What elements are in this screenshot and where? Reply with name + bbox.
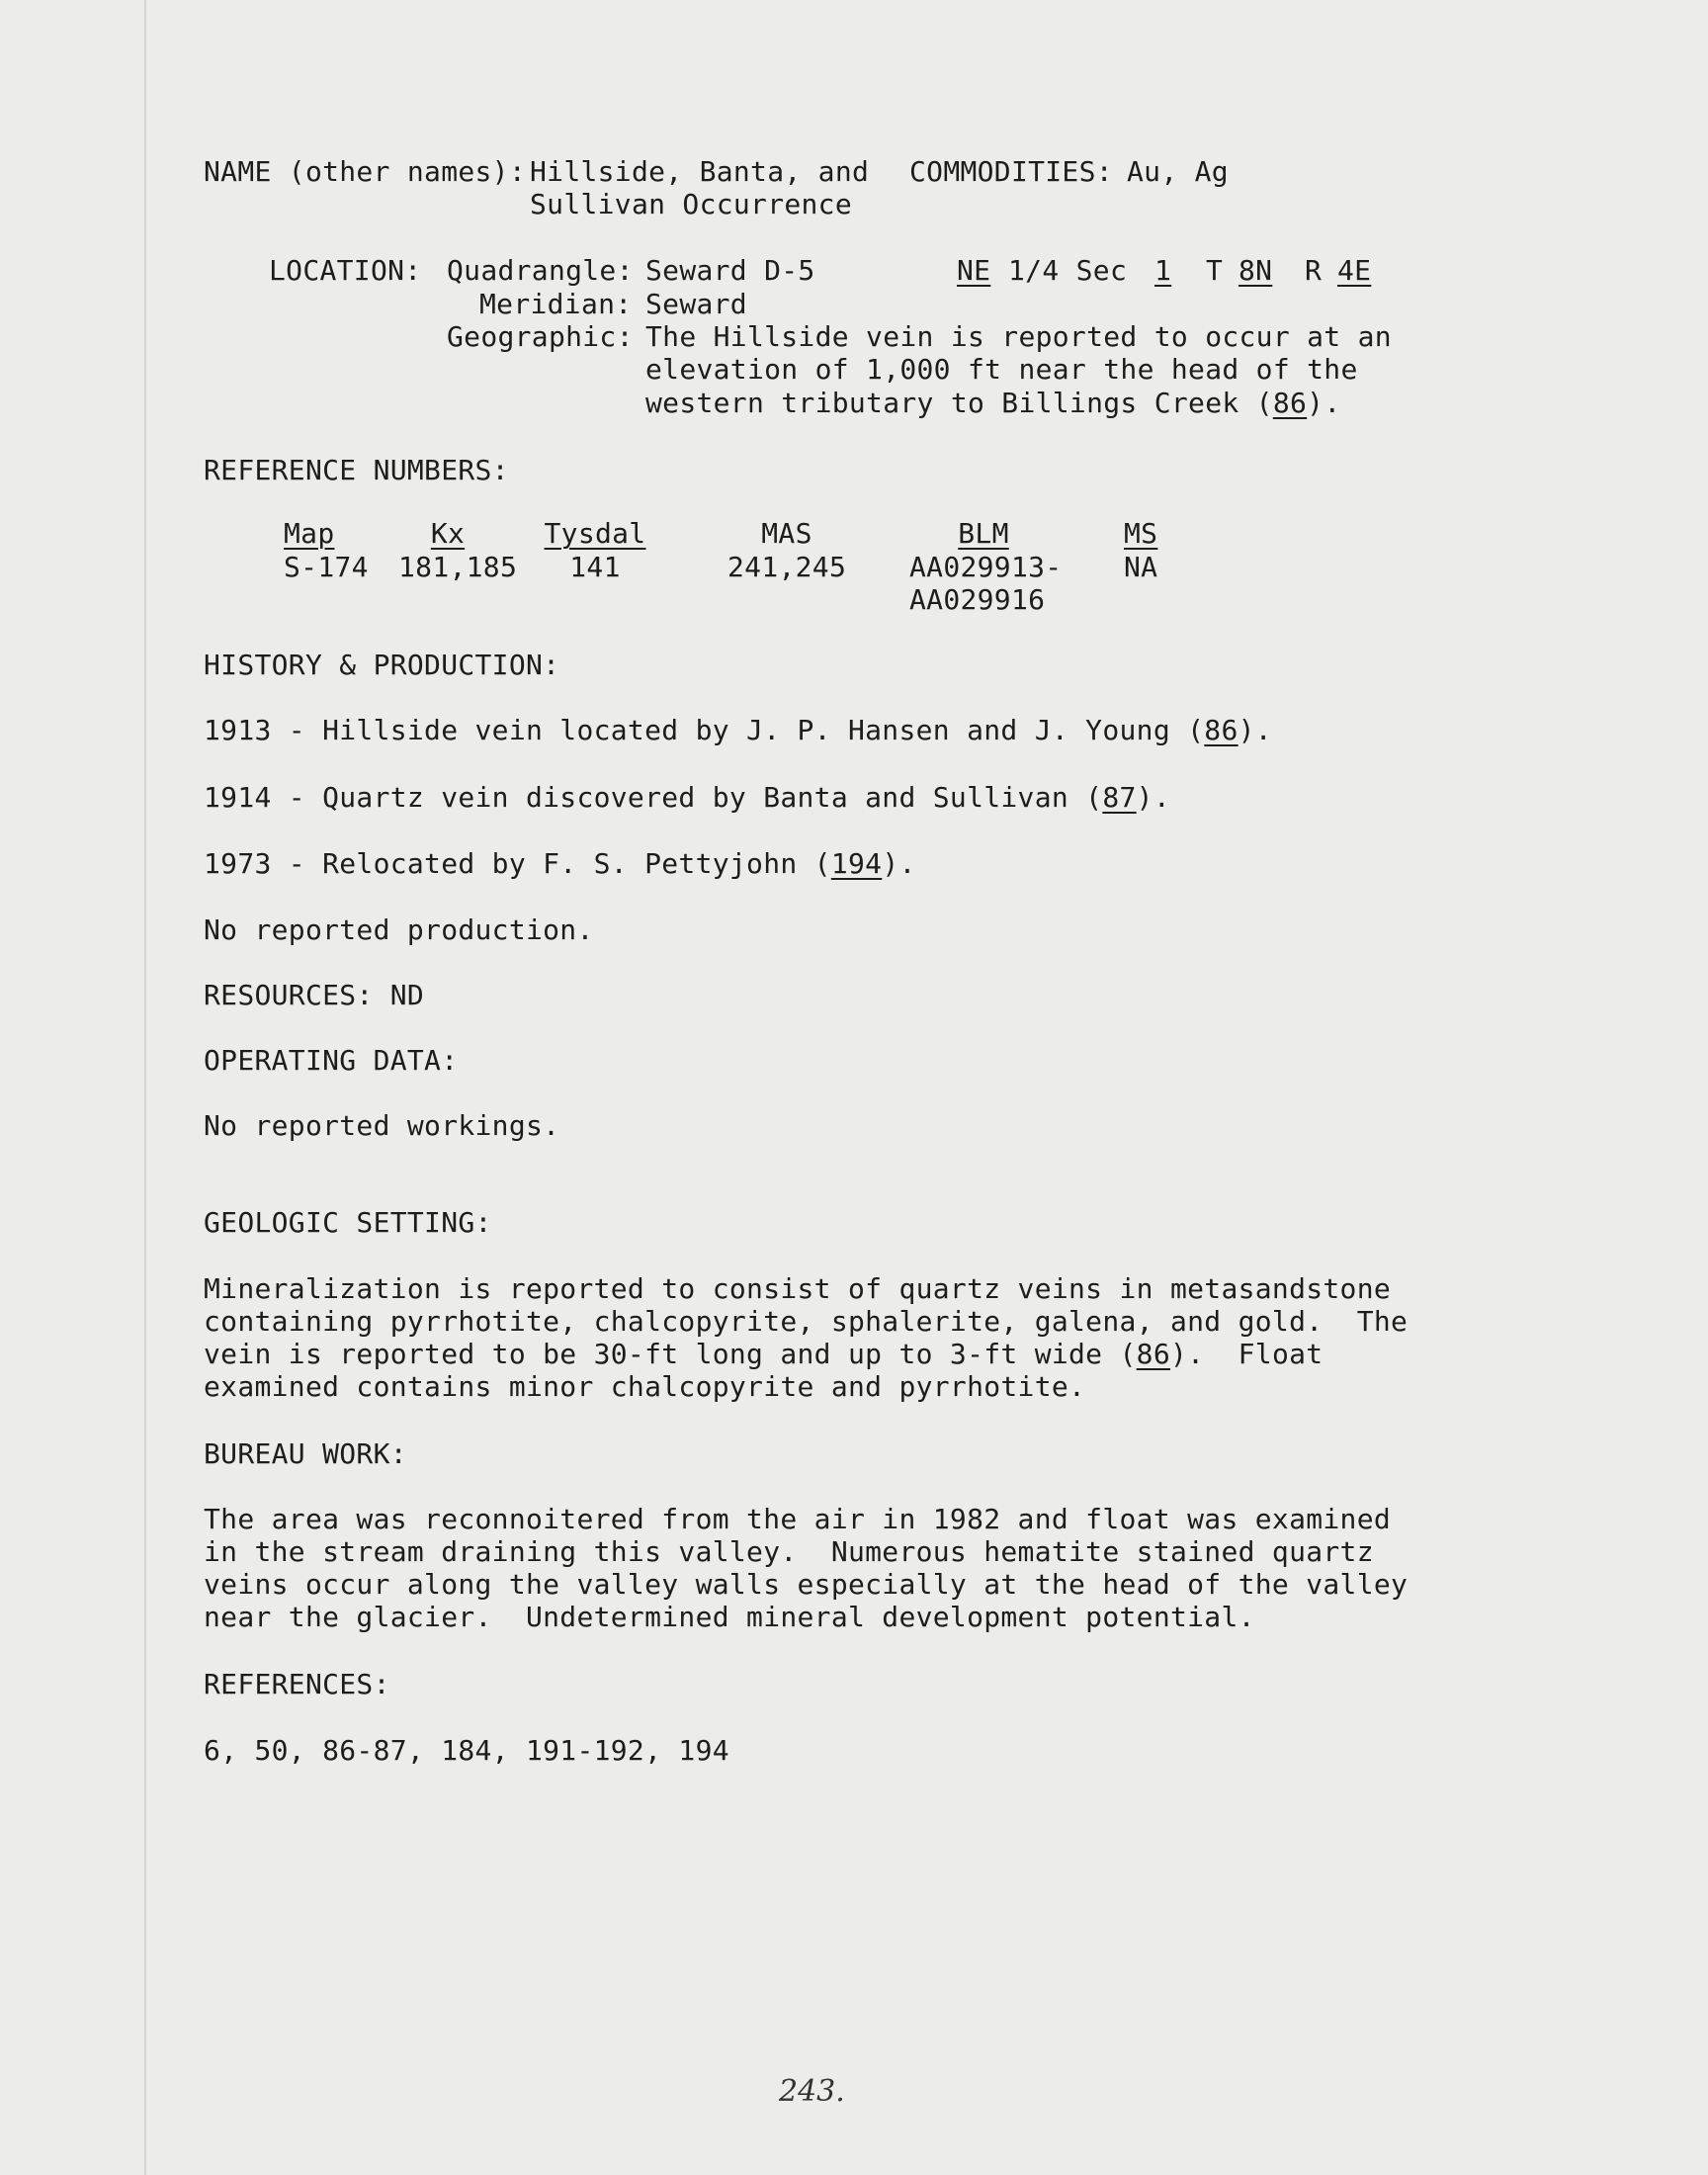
production-statement: No reported production.	[204, 914, 594, 946]
meridian-label: Meridian:	[479, 288, 633, 320]
ref-value-blm-2: AA029916	[909, 583, 1046, 616]
geographic-reference: 86	[1272, 387, 1308, 419]
history-entry-1973: 1973 - Relocated by F. S. Pettyjohn (194).	[204, 847, 916, 880]
bureau-line1: The area was reconnoitered from the air in 1982 and float was examined	[204, 1503, 1392, 1535]
history-entry-1913: 1913 - Hillside vein located by J. P. Hansen and J. Young (86).	[204, 714, 1272, 746]
geologic-setting-heading: GEOLOGIC SETTING:	[204, 1206, 492, 1239]
operating-data-heading: OPERATING DATA:	[204, 1044, 459, 1077]
name-value-line1: Hillside, Banta, and	[530, 155, 870, 188]
geology-reference: 86	[1136, 1338, 1170, 1370]
geographic-line3: western tributary to Billings Creek (86).	[645, 387, 1341, 419]
quarter-value: NE	[957, 254, 991, 287]
geographic-label: Geographic:	[447, 320, 634, 353]
page-number: 243.	[779, 2074, 845, 2109]
history-entry-1914: 1914 - Quartz vein discovered by Banta and Sullivan (87).	[204, 781, 1170, 814]
commodities-value: Au, Ag	[1127, 155, 1229, 188]
section-value: 1	[1154, 254, 1172, 287]
geology-line3: vein is reported to be 30-ft long and up to 3-ft wide (86). Float	[204, 1338, 1324, 1370]
ref-col-header-map: Map	[284, 517, 335, 550]
bureau-work-heading: BUREAU WORK:	[204, 1437, 407, 1470]
references-list: 6, 50, 86-87, 184, 191-192, 194	[204, 1734, 729, 1767]
township-value: 8N	[1238, 254, 1273, 287]
history-heading: HISTORY & PRODUCTION:	[204, 649, 560, 681]
meridian-value: Seward	[645, 288, 747, 320]
geology-line1: Mineralization is reported to consist of quartz veins in metasandstone	[204, 1272, 1392, 1305]
name-value-line2: Sullivan Occurrence	[530, 188, 852, 220]
ref-value-kx: 181,185	[398, 551, 518, 583]
history-reference: 87	[1102, 781, 1137, 814]
quarter-section-label: 1/4 Sec	[1008, 254, 1128, 287]
reference-numbers-heading: REFERENCE NUMBERS:	[204, 454, 509, 486]
ref-value-map: S-174	[284, 551, 369, 583]
geology-line4: examined contains minor chalcopyrite and pyrrhotite.	[204, 1370, 1086, 1403]
range-value: 4E	[1337, 254, 1372, 287]
bureau-line4: near the glacier. Undetermined mineral development potential.	[204, 1601, 1255, 1633]
history-reference: 194	[830, 847, 883, 880]
location-label: LOCATION:	[269, 254, 422, 287]
ref-col-header-tysdal: Tysdal	[544, 517, 646, 550]
ref-value-mas: 241,245	[727, 551, 847, 583]
ref-col-header-kx: Kx	[430, 517, 466, 550]
ref-value-blm-1: AA029913-	[909, 551, 1063, 583]
ref-col-header-ms: MS	[1124, 517, 1158, 550]
history-reference: 86	[1204, 714, 1238, 746]
bureau-line3: veins occur along the valley walls especially at the head of the valley	[204, 1568, 1409, 1601]
commodities-label: COMMODITIES:	[909, 155, 1113, 188]
name-label: NAME (other names):	[204, 155, 526, 188]
resources-heading: RESOURCES: ND	[204, 979, 425, 1011]
geographic-line1: The Hillside vein is reported to occur at an	[645, 320, 1392, 353]
quadrangle-value: Seward D-5	[645, 254, 815, 287]
page-edge-line	[144, 0, 146, 2175]
ref-value-ms: NA	[1124, 551, 1158, 583]
quadrangle-label: Quadrangle:	[447, 254, 634, 287]
geology-line2: containing pyrrhotite, chalcopyrite, sphalerite, galena, and gold. The	[204, 1305, 1409, 1338]
bureau-line2: in the stream draining this valley. Numerous hematite stained quartz	[204, 1535, 1374, 1568]
ref-value-tysdal: 141	[569, 551, 621, 583]
operating-data-text: No reported workings.	[204, 1109, 560, 1142]
ref-col-header-blm: BLM	[958, 517, 1009, 550]
ref-col-header-mas: MAS	[761, 517, 812, 550]
range-label: R	[1305, 254, 1323, 287]
township-label: T	[1206, 254, 1224, 287]
geographic-line2: elevation of 1,000 ft near the head of the	[645, 353, 1358, 386]
references-heading: REFERENCES:	[204, 1668, 390, 1700]
